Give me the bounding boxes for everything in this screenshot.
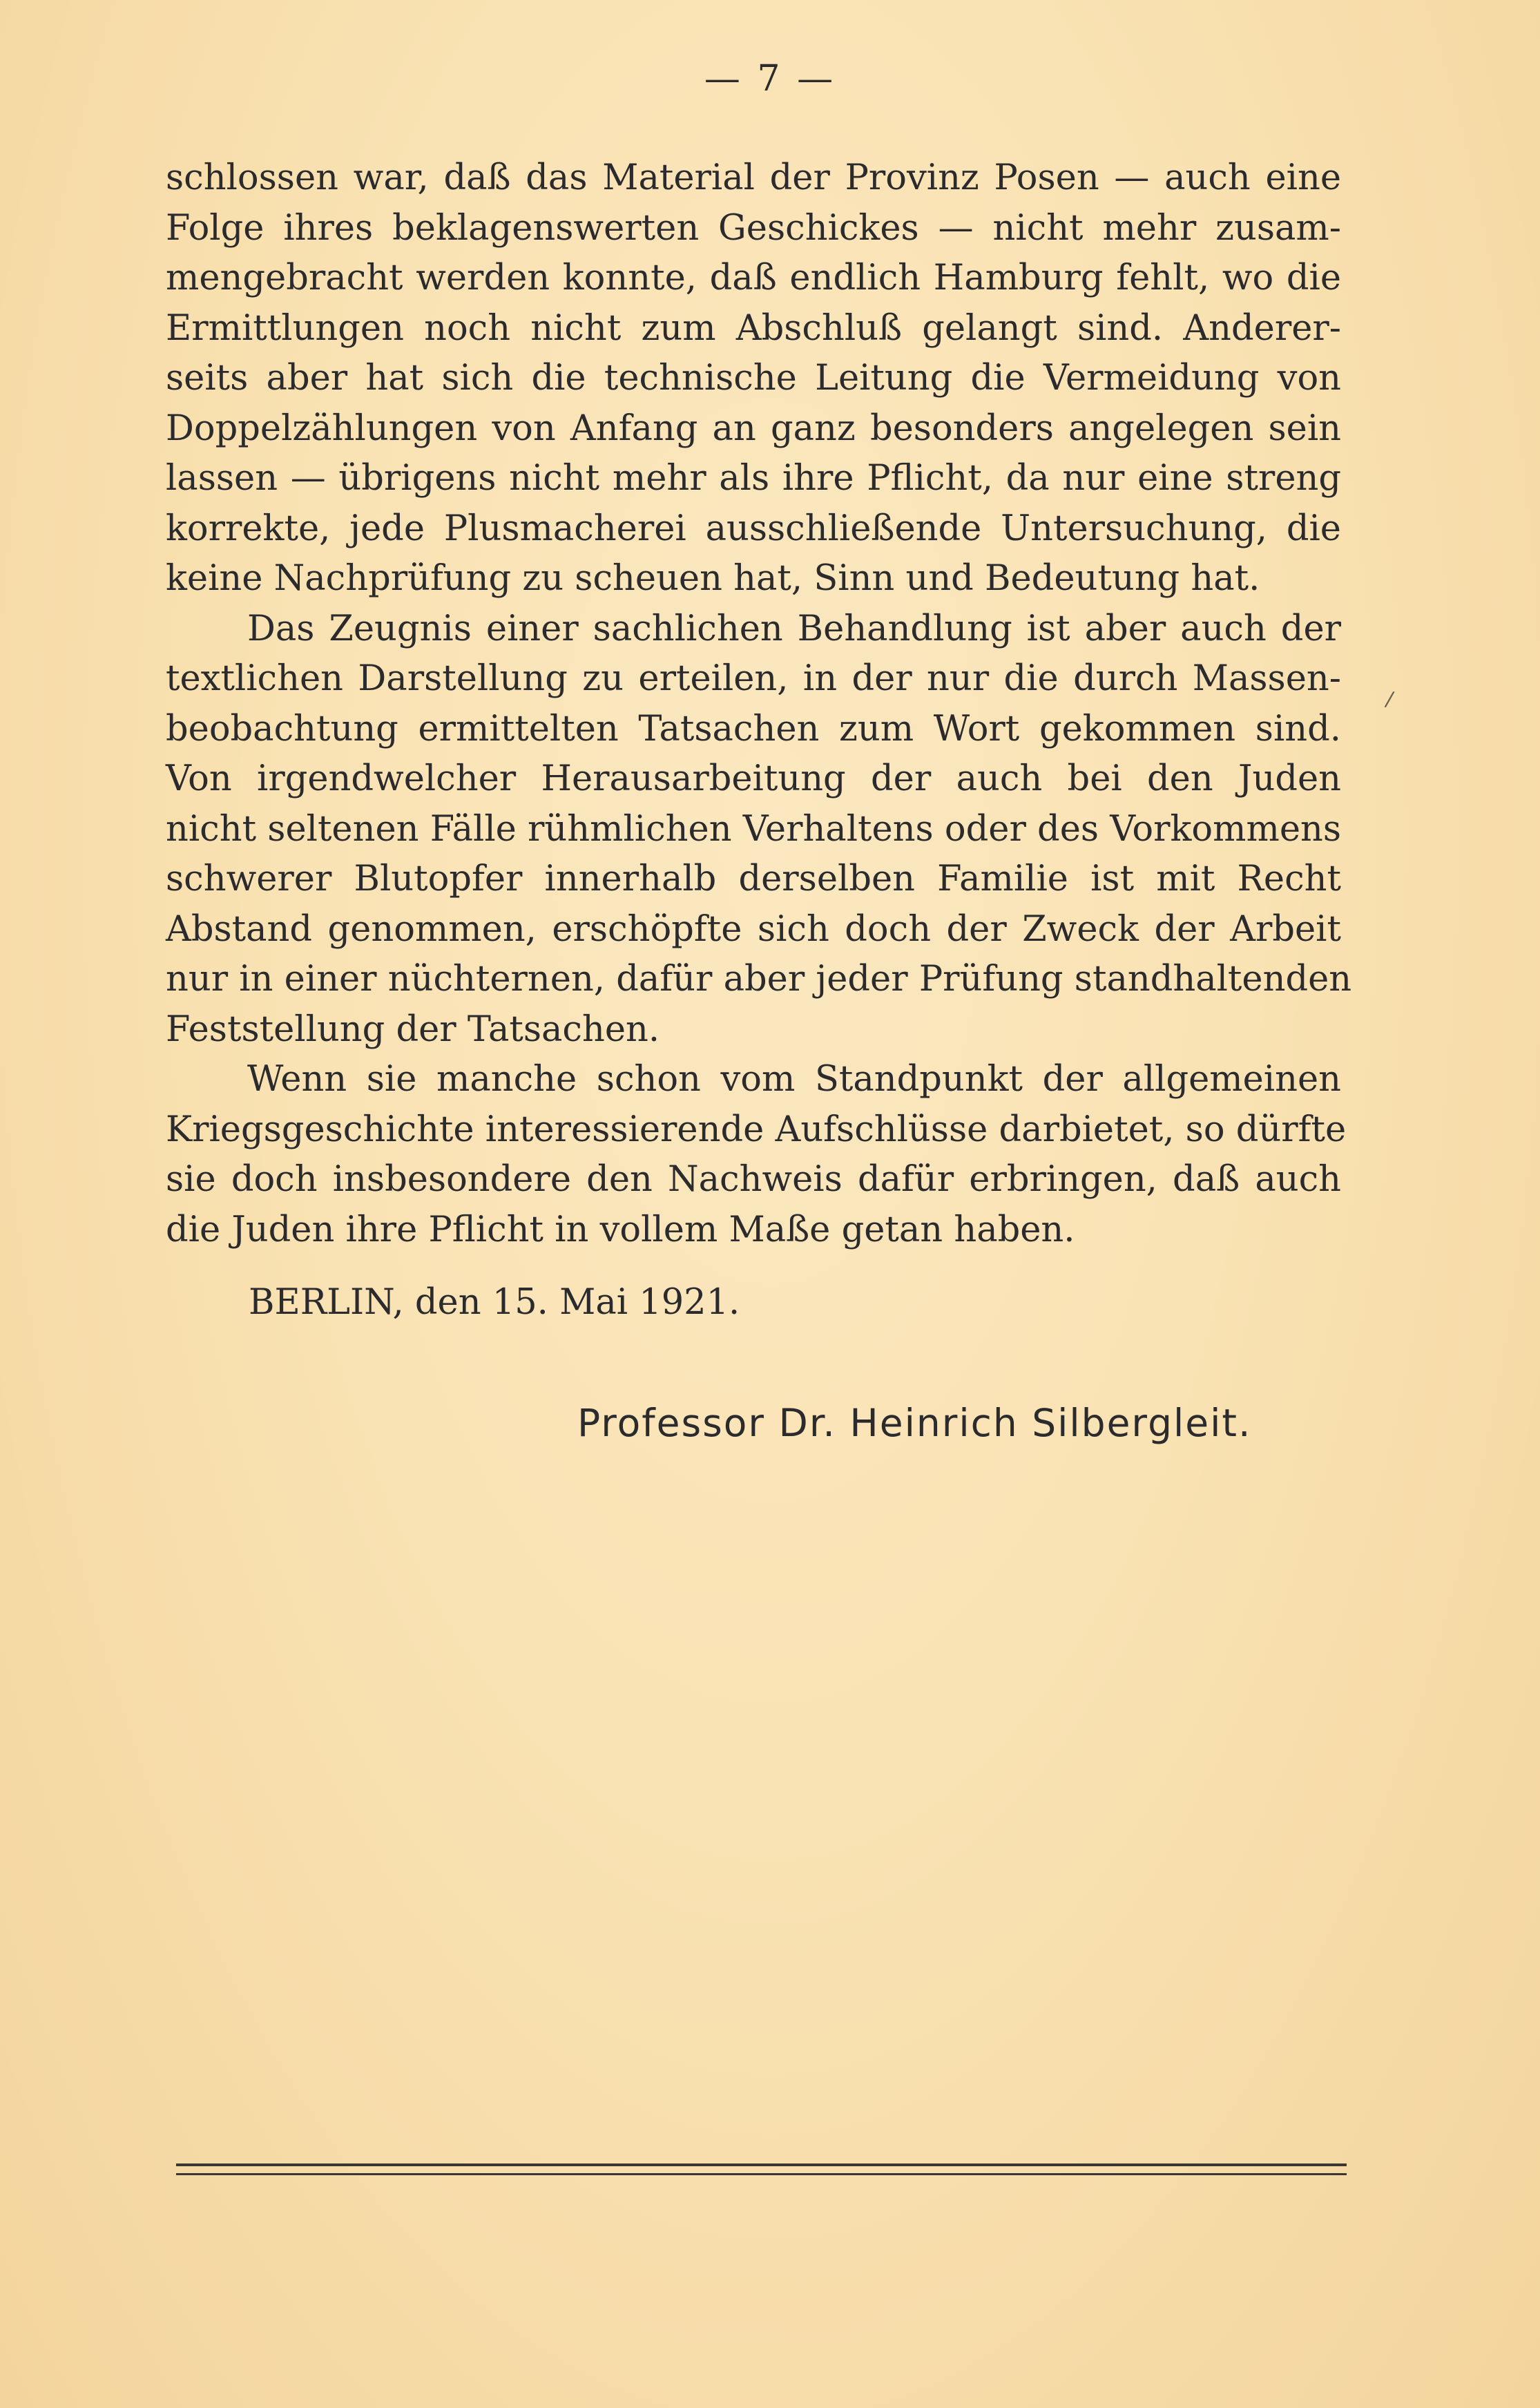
text-line: die Juden ihre Pflicht in vollem Maße getan haben. [166,1209,1075,1250]
text-line: Wenn sie manche schon vom Standpunkt der allgemeinen [247,1059,1341,1100]
text-line: korrekte, jede Plusmacherei ausschließende Untersuchung, die [166,508,1341,549]
text-line: lassen — übrigens nicht mehr als ihre Pflicht, da nur eine streng [166,458,1341,499]
paragraph-2 [166,604,1352,1055]
text-line: mengebracht werden konnte, daß endlich Hamburg fehlt, wo die [166,258,1341,298]
text-line: beobachtung ermittelten Tatsachen zum Wort gekommen sind. [166,708,1341,749]
paragraph-1 [166,153,1341,604]
text-line: Doppelzählungen von Anfang an ganz besonders angelegen sein [166,408,1341,449]
text-line: Folge ihres beklagenswerten Geschickes — nicht mehr zusam- [166,207,1341,249]
page-number: — 7 — [704,58,836,99]
text-line: Von irgendwelcher Herausarbeitung der auch bei den Juden [166,758,1341,799]
footer-rule [176,2163,1347,2166]
text-line: schwerer Blutopfer innerhalb derselben Familie ist mit Recht [166,859,1341,899]
signature: Professor Dr. Heinrich Silbergleit. [577,1401,1252,1445]
text-line: Ermittlungen noch nicht zum Abschluß gelangt sind. Anderer- [166,307,1341,349]
dateline: BERLIN, den 15. Mai 1921. [249,1282,740,1323]
text-line: Kriegsgeschichte interessierende Aufschlüsse darbietet, so dürfte [166,1109,1347,1150]
text-line: sie doch insbesondere den Nachweis dafür erbringen, daß auch [166,1159,1341,1200]
text-line: keine Nachprüfung zu scheuen hat, Sinn und Bedeutung hat. [166,558,1260,599]
text-line: Abstand genommen, erschöpfte sich doch der Zweck der Arbeit [166,908,1341,950]
text-line: nur in einer nüchternen, dafür aber jeder Prüfung standhaltenden [166,959,1352,1000]
text-line: Das Zeugnis einer sachlichen Behandlung ist aber auch der [247,608,1341,649]
paragraph-3 [166,1055,1347,1255]
text-line: nicht seltenen Fälle rühmlichen Verhaltens oder des Vorkommens [166,808,1342,850]
text-line: Feststellung der Tatsachen. [166,1009,660,1050]
body-text [166,153,1352,1255]
margin-mark: / [1383,687,1396,712]
text-line: textlichen Darstellung zu erteilen, in der nur die durch Massen- [166,658,1341,699]
text-line: schlossen war, daß das Material der Provinz Posen — auch eine [166,157,1341,198]
text-line: seits aber hat sich die technische Leitung die Vermeidung von [166,358,1341,399]
footer-rule [176,2173,1347,2175]
